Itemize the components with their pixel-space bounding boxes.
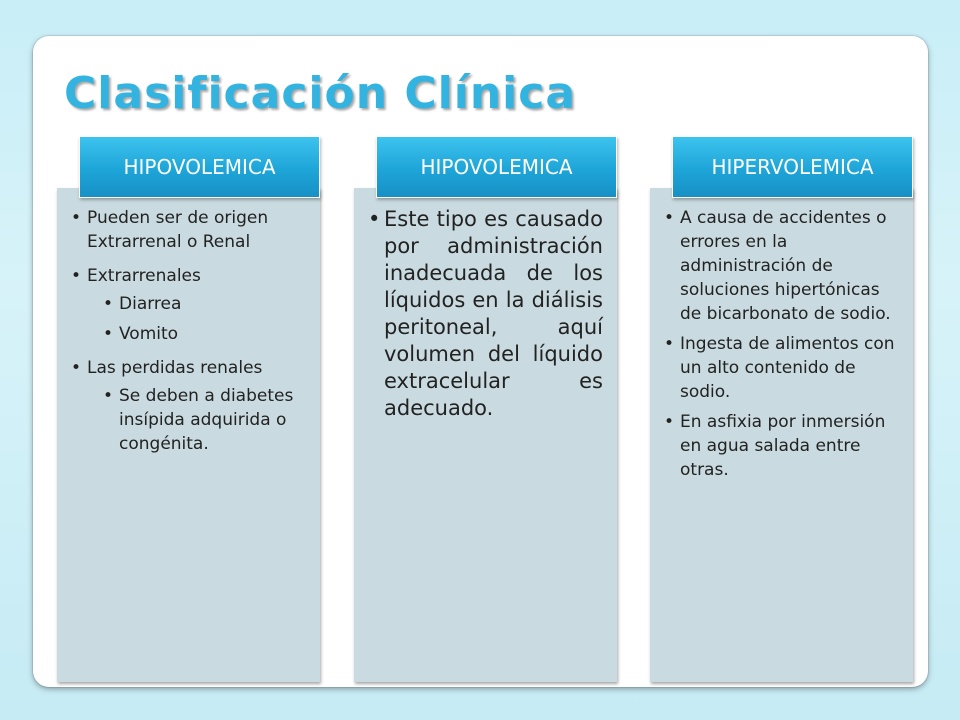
column-header-label: HIPOVOLEMICA <box>420 155 573 179</box>
column-header <box>376 136 617 198</box>
bullet-icon: • <box>664 208 675 228</box>
bullet-icon: • <box>103 386 114 406</box>
bullet-icon: • <box>71 358 82 378</box>
list-item-text: Extrarrenales <box>87 266 201 286</box>
list-item-text: Pueden ser de origen Extrarrenal o Renal <box>87 208 269 252</box>
column-header-label: HIPERVOLEMICA <box>711 155 874 179</box>
sub-list-item <box>101 322 306 346</box>
list-item <box>69 206 306 254</box>
bullet-icon: • <box>664 334 675 354</box>
list-item <box>662 206 899 326</box>
bullet-icon: • <box>71 266 82 286</box>
column-header-label: HIPOVOLEMICA <box>123 155 276 179</box>
sub-list-item <box>101 384 306 456</box>
list-item-text: Ingesta de alimentos con un alto contenido de sodio. <box>680 334 895 402</box>
column-header <box>79 136 320 198</box>
slide-title: Clasificación Clínica <box>64 68 577 119</box>
list-item <box>662 410 899 482</box>
sub-list-item-text: Se deben a diabetes insípida adquirida o congénita. <box>119 386 294 454</box>
column-header <box>672 136 913 198</box>
list-item <box>366 206 603 422</box>
bullet-icon: • <box>664 412 675 432</box>
column-hipervolemica <box>650 136 913 682</box>
bullet-icon: • <box>368 207 381 231</box>
sub-list-item-text: Diarrea <box>119 294 182 314</box>
list-item <box>69 264 306 346</box>
sub-list-item <box>101 292 306 316</box>
list-item <box>69 356 306 456</box>
list-item-text: Las perdidas renales <box>87 358 263 378</box>
sub-list-item-text: Vomito <box>119 324 179 344</box>
list-item-text: Este tipo es causado por administración inadecuada de los líquidos en la diálisis peritoneal, aquí volumen del líquido extracelular es adecuado. <box>384 207 603 420</box>
column-hipovolemica-2 <box>354 136 617 682</box>
list-item-text: A causa de accidentes o errores en la administración de soluciones hipertónicas de bicarbonato de sodio. <box>680 208 891 324</box>
column-content <box>366 206 603 444</box>
column-hipovolemica-1 <box>57 136 320 682</box>
list-item <box>662 332 899 404</box>
list-item-text: En asfixia por inmersión en agua salada entre otras. <box>680 412 886 480</box>
bullet-icon: • <box>103 324 114 344</box>
bullet-icon: • <box>71 208 82 228</box>
column-content <box>69 206 306 478</box>
bullet-icon: • <box>103 294 114 314</box>
column-content <box>662 206 899 488</box>
